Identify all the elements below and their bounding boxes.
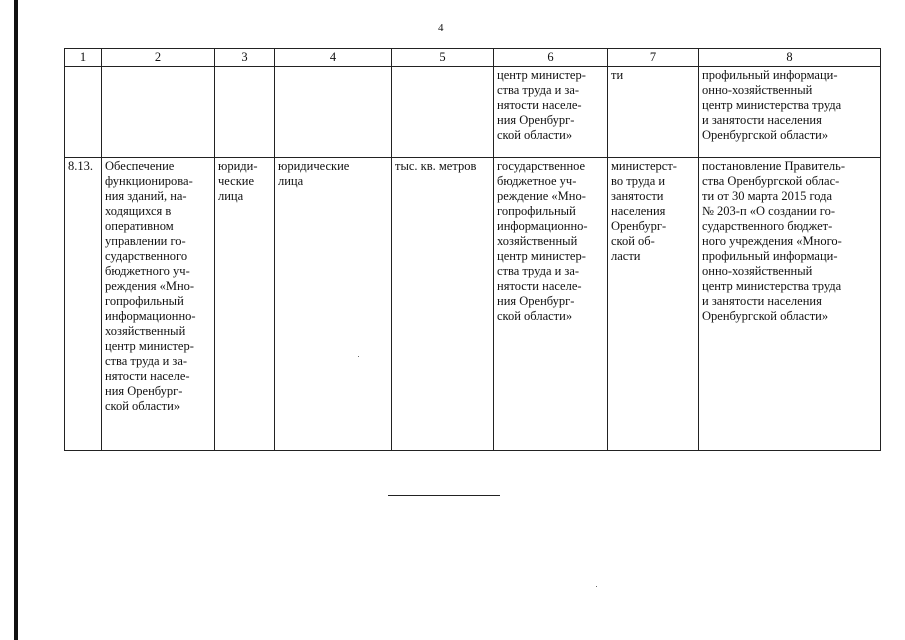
table-cell: государственное бюджетное уч- реждение «Мно- гопрофильный информационно- хозяйственный центр министер- ства труда и за- нятости населе- ния Оренбург- ской области» [494,158,608,451]
table-cell [215,67,275,158]
table-cell [392,67,494,158]
table-row-8-13 [65,158,881,451]
table-cell: юридические лица [275,158,392,451]
column-header: 5 [392,49,494,67]
column-number-row [65,49,881,67]
table-cell [65,67,102,158]
column-header: 2 [102,49,215,67]
column-header: 4 [275,49,392,67]
unit-cell: тыс. кв. метров [392,158,494,451]
scan-speck [358,356,359,357]
document-table [64,48,881,451]
table-cell: постановление Правитель- ства Оренбургской облас- ти от 30 марта 2015 года № 203-п «О создании го- сударственного бюджет- ного учреждения «Много- профильный информаци- онно-хозяйственный центр министерства труда и занятости населения Оренбургской области» [699,158,881,451]
scan-speck [596,586,597,587]
table-cell: ти [608,67,699,158]
column-header: 3 [215,49,275,67]
table-cell: центр министер- ства труда и за- нятости населе- ния Оренбург- ской области» [494,67,608,158]
table-cell [275,67,392,158]
scan-edge-line [14,0,18,640]
table-cell [102,67,215,158]
column-header: 7 [608,49,699,67]
item-number-cell: 8.13. [65,158,102,451]
table-row-continuation [65,67,881,158]
table-cell: профильный информаци- онно-хозяйственный центр министерства труда и занятости населения Оренбургской области» [699,67,881,158]
service-name-cell: Обеспечение функционирова- ния зданий, на- ходящихся в оперативном управлении го- сударственного бюджетного уч- реждения «Мно- гопрофильный информационно- хозяйственный центр министер- ства труда и за- нятости населе- ния Оренбург- ской области» [102,158,215,451]
table-cell: юриди- ческие лица [215,158,275,451]
end-separator-line [388,495,500,496]
column-header: 1 [65,49,102,67]
column-header: 6 [494,49,608,67]
column-header: 8 [699,49,881,67]
page-number: 4 [438,22,444,34]
table-cell: министерст- во труда и занятости населения Оренбург- ской об- ласти [608,158,699,451]
